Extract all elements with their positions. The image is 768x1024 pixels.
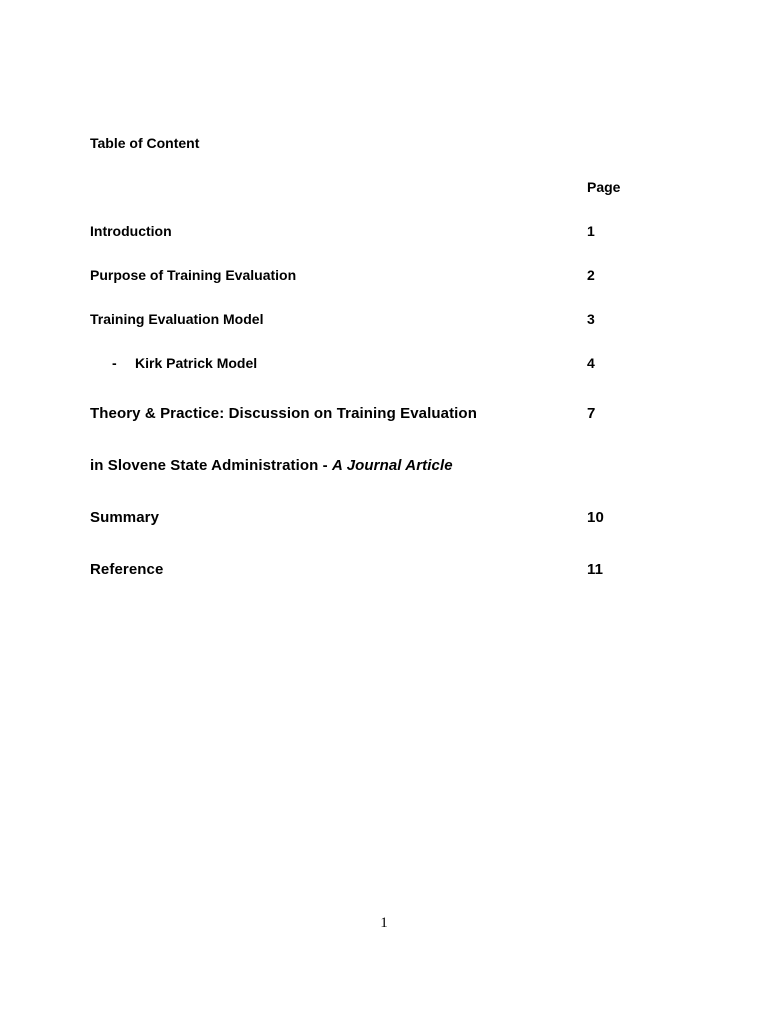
footer-page-number: 1 [380, 915, 388, 931]
toc-entry-theory-practice [90, 405, 650, 425]
toc-entry-page: 7 [587, 405, 596, 422]
toc-entry-page: 1 [587, 223, 595, 239]
toc-entry-model [90, 311, 650, 331]
toc-entry-label: Introduction [90, 223, 172, 239]
toc-entry-summary [90, 509, 650, 529]
label-plain-part: in Slovene State Administration - [90, 457, 333, 474]
toc-entry-page: 10 [587, 509, 604, 526]
toc-entry-label: Kirk Patrick Model [135, 355, 258, 371]
toc-heading: Table of Content [90, 135, 200, 151]
page-column-heading: Page [587, 179, 621, 195]
toc-entry-label: Theory & Practice: Discussion on Training Evaluation [90, 405, 477, 422]
toc-entry-purpose [90, 267, 650, 287]
toc-entry-introduction [90, 223, 650, 243]
toc-entry-page: 2 [587, 267, 595, 283]
toc-subentry-kirk-patrick [90, 355, 650, 375]
toc-entry-theory-practice-continued [90, 457, 650, 477]
toc-entry-label: Training Evaluation Model [90, 311, 264, 327]
toc-entry-label-continued [90, 457, 453, 474]
toc-entry-reference [90, 561, 650, 581]
bullet-dash: - [112, 355, 117, 371]
toc-entry-label: Purpose of Training Evaluation [90, 267, 297, 283]
toc-entry-page: 4 [587, 355, 595, 371]
label-italic-part: A Journal Article [332, 457, 453, 474]
toc-entry-label: Reference [90, 561, 164, 578]
toc-entry-label: Summary [90, 509, 160, 526]
toc-entry-page: 3 [587, 311, 595, 327]
toc-entry-page: 11 [587, 561, 604, 578]
